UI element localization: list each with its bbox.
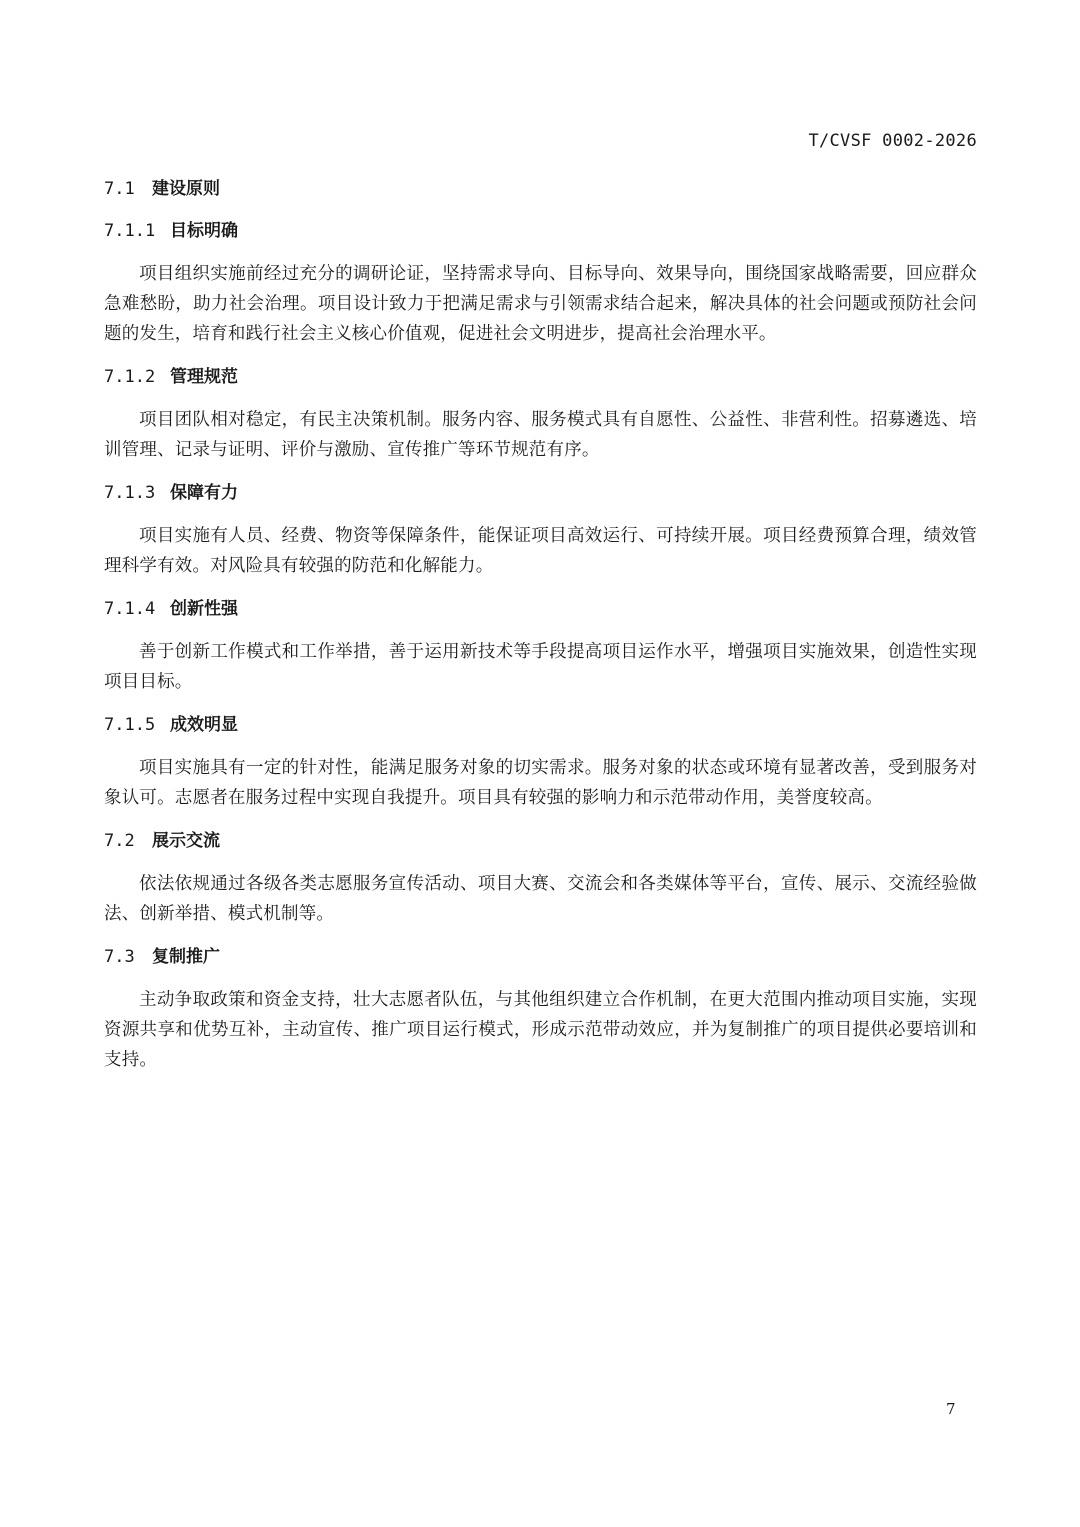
section-heading-7-1-1 — [104, 217, 977, 245]
section-number: 7.1 — [104, 179, 135, 199]
section-heading-7-1-2 — [104, 363, 977, 391]
section-title: 保障有力 — [170, 483, 238, 503]
section-heading-7-1-5 — [104, 711, 977, 739]
section-title: 建设原则 — [152, 179, 220, 199]
section-heading-7-1-4 — [104, 595, 977, 623]
section-paragraph-7-1-5: 项目实施具有一定的针对性，能满足服务对象的切实需求。服务对象的状态或环境有显著改善，受到服务对象认可。志愿者在服务过程中实现自我提升。项目具有较强的影响力和示范带动作用，美誉度较高。 — [104, 758, 977, 808]
section-title: 创新性强 — [170, 599, 238, 619]
section-title: 目标明确 — [170, 221, 238, 241]
section-number: 7.1.3 — [104, 483, 156, 503]
section-paragraph-7-1-1: 项目组织实施前经过充分的调研论证，坚持需求导向、目标导向、效果导向，围绕国家战略需要，回应群众急难愁盼，助力社会治理。项目设计致力于把满足需求与引领需求结合起来，解决具体的社会问题或预防社会问题的发生，培育和践行社会主义核心价值观，促进社会文明进步，提高社会治理水平。 — [104, 264, 977, 344]
section-number: 7.3 — [104, 947, 135, 967]
section-paragraph-7-1-3: 项目实施有人员、经费、物资等保障条件，能保证项目高效运行、可持续开展。项目经费预算合理，绩效管理科学有效。对风险具有较强的防范和化解能力。 — [104, 526, 977, 576]
standard-code: T/CVSF 0002-2026 — [808, 131, 977, 151]
section-paragraph-7-2: 依法依规通过各级各类志愿服务宣传活动、项目大赛、交流会和各类媒体等平台，宣传、展示、交流经验做法、创新举措、模式机制等。 — [104, 874, 977, 924]
section-title: 成效明显 — [170, 715, 238, 735]
section-number: 7.1.1 — [104, 221, 156, 241]
section-paragraph-7-3: 主动争取政策和资金支持，壮大志愿者队伍，与其他组织建立合作机制，在更大范围内推动项目实施，实现资源共享和优势互补，主动宣传、推广项目运行模式，形成示范带动效应，并为复制推广的项目提供必要培训和支持。 — [104, 990, 977, 1070]
section-heading-7-3 — [104, 943, 977, 971]
section-paragraph-7-1-4: 善于创新工作模式和工作举措，善于运用新技术等手段提高项目运作水平，增强项目实施效果，创造性实现项目目标。 — [104, 642, 977, 692]
section-title: 复制推广 — [152, 947, 220, 967]
document-body — [104, 175, 977, 1089]
section-title: 展示交流 — [152, 831, 220, 851]
section-paragraph-7-1-2: 项目团队相对稳定，有民主决策机制。服务内容、服务模式具有自愿性、公益性、非营利性。招募遴选、培训管理、记录与证明、评价与激励、宣传推广等环节规范有序。 — [104, 410, 977, 460]
page-number: 7 — [946, 1400, 956, 1418]
section-heading-7-1-3 — [104, 479, 977, 507]
section-number: 7.1.2 — [104, 367, 156, 387]
section-number: 7.1.4 — [104, 599, 156, 619]
section-number: 7.2 — [104, 831, 135, 851]
section-heading-7-1 — [104, 175, 977, 203]
section-number: 7.1.5 — [104, 715, 156, 735]
section-heading-7-2 — [104, 827, 977, 855]
section-title: 管理规范 — [170, 367, 238, 387]
